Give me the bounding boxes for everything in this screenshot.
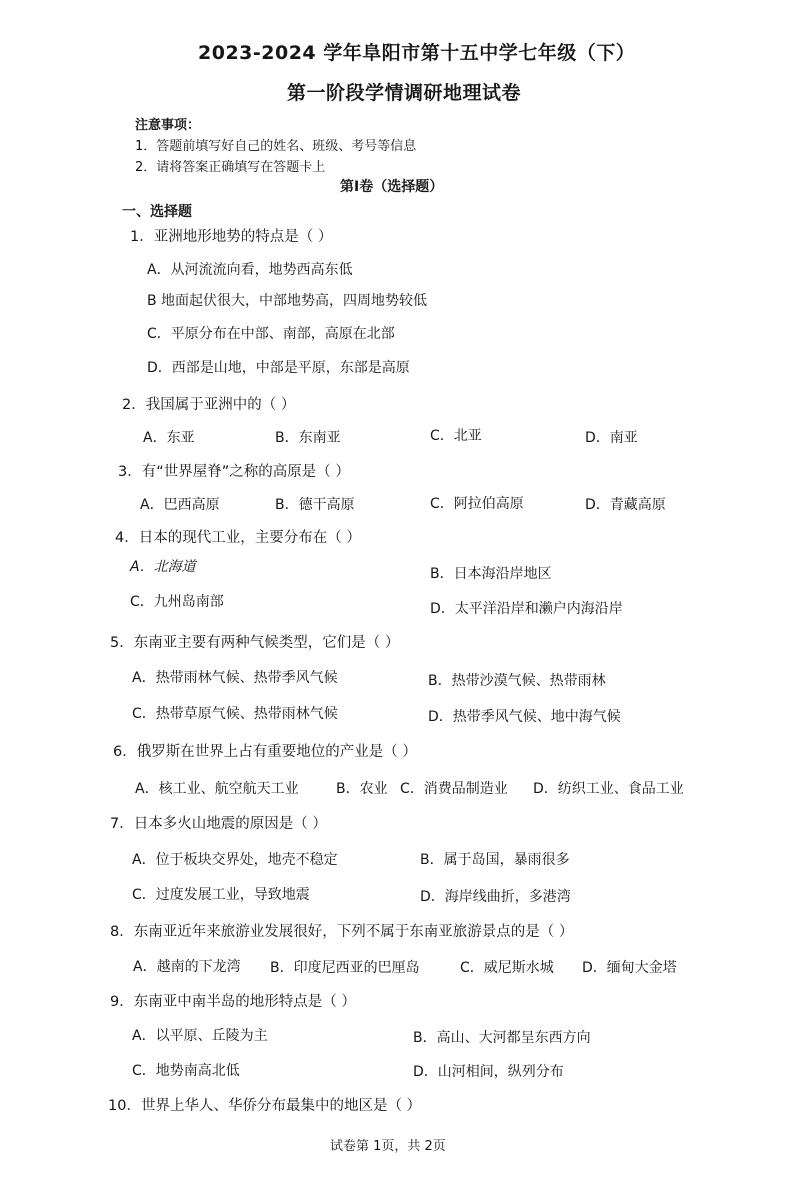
- q7-option-d: D．海岸线曲折，多港湾: [420, 889, 571, 905]
- note-item: 2．请将答案正确填写在答题卡上: [135, 160, 326, 175]
- page-footer: 试卷第 1页，共 2页: [330, 1139, 446, 1154]
- q6-option-d: D．纺织工业、食品工业: [533, 781, 684, 797]
- q4-option-c: C．九州岛南部: [130, 594, 224, 610]
- q1-option-d: D．西部是山地，中部是平原，东部是高原: [147, 360, 410, 376]
- q3-option-b: B．德干高原: [275, 497, 355, 513]
- question-stem-9: 9．东南亚中南半岛的地形特点是（ ）: [110, 994, 356, 1010]
- question-stem-2: 2．我国属于亚洲中的（ ）: [122, 397, 296, 413]
- part-title: 第Ⅰ卷（选择题）: [340, 179, 444, 195]
- q2-option-d: D．南亚: [585, 430, 638, 446]
- q6-option-a: A．核工业、航空航天工业: [135, 781, 299, 797]
- question-stem-10: 10．世界上华人、华侨分布最集中的地区是（ ）: [108, 1098, 422, 1114]
- exam-title-line1: 2023-2024 学年阜阳市第十五中学七年级（下）: [198, 42, 636, 64]
- section-title: 一、选择题: [122, 204, 192, 220]
- q8-option-b: B．印度尼西亚的巴厘岛: [270, 960, 420, 976]
- q5-option-d: D．热带季风气候、地中海气候: [428, 709, 621, 725]
- q9-option-c: C．地势南高北低: [132, 1063, 240, 1079]
- question-stem-8: 8．东南亚近年来旅游业发展很好，下列不属于东南亚旅游景点的是（ ）: [110, 924, 574, 940]
- q8-option-c: C．威尼斯水城: [460, 960, 554, 976]
- q5-option-a: A．热带雨林气候、热带季风气候: [132, 670, 338, 686]
- note-item: 1．答题前填写好自己的姓名、班级、考号等信息: [135, 139, 417, 154]
- question-stem-4: 4．日本的现代工业，主要分布在（ ）: [115, 530, 361, 546]
- exam-title-line2: 第一阶段学情调研地理试卷: [287, 82, 522, 104]
- q9-option-a: A．以平原、丘陵为主: [132, 1028, 268, 1044]
- q7-option-a: A．位于板块交界处，地壳不稳定: [132, 852, 338, 868]
- q9-option-b: B．高山、大河都呈东西方向: [413, 1030, 591, 1046]
- q9-option-d: D．山河相间，纵列分布: [413, 1064, 564, 1080]
- q8-option-d: D．缅甸大金塔: [582, 960, 677, 976]
- q3-option-c: C．阿拉伯高原: [430, 496, 524, 512]
- q8-option-a: A．越南的下龙湾: [133, 959, 241, 975]
- q3-option-d: D．青藏高原: [585, 497, 666, 513]
- q7-option-b: B．属于岛国，暴雨很多: [420, 852, 570, 868]
- q2-option-a: A．东亚: [143, 430, 195, 446]
- q1-option-c: C．平原分布在中部、南部，高原在北部: [147, 326, 395, 342]
- q1-option-b: B 地面起伏很大，中部地势高，四周地势较低: [147, 293, 428, 309]
- q6-option-b: B．农业: [336, 781, 388, 797]
- q5-option-b: B．热带沙漠气候、热带雨林: [428, 673, 606, 689]
- q3-option-a: A．巴西高原: [140, 497, 220, 513]
- q4-option-d: D．太平洋沿岸和濑户内海沿岸: [430, 601, 623, 617]
- question-stem-3: 3．有“世界屋脊”之称的高原是（ ）: [118, 464, 350, 480]
- q7-option-c: C．过度发展工业，导致地震: [132, 887, 310, 903]
- question-stem-5: 5．东南亚主要有两种气候类型，它们是（ ）: [110, 635, 400, 651]
- question-stem-6: 6．俄罗斯在世界上占有重要地位的产业是（ ）: [113, 744, 417, 760]
- question-stem-1: 1．亚洲地形地势的特点是（ ）: [130, 229, 333, 245]
- q4-option-a: A．北海道: [130, 559, 196, 575]
- q5-option-c: C．热带草原气候、热带雨林气候: [132, 706, 338, 722]
- q1-option-a: A．从河流流向看，地势西高东低: [147, 262, 353, 278]
- q2-option-c: C．北亚: [430, 428, 482, 444]
- q2-option-b: B．东南亚: [275, 430, 341, 446]
- q6-option-c: C．消费品制造业: [400, 781, 508, 797]
- q4-option-b: B．日本海沿岸地区: [430, 566, 552, 582]
- notes-heading: 注意事项：: [135, 118, 201, 133]
- question-stem-7: 7．日本多火山地震的原因是（ ）: [110, 816, 327, 832]
